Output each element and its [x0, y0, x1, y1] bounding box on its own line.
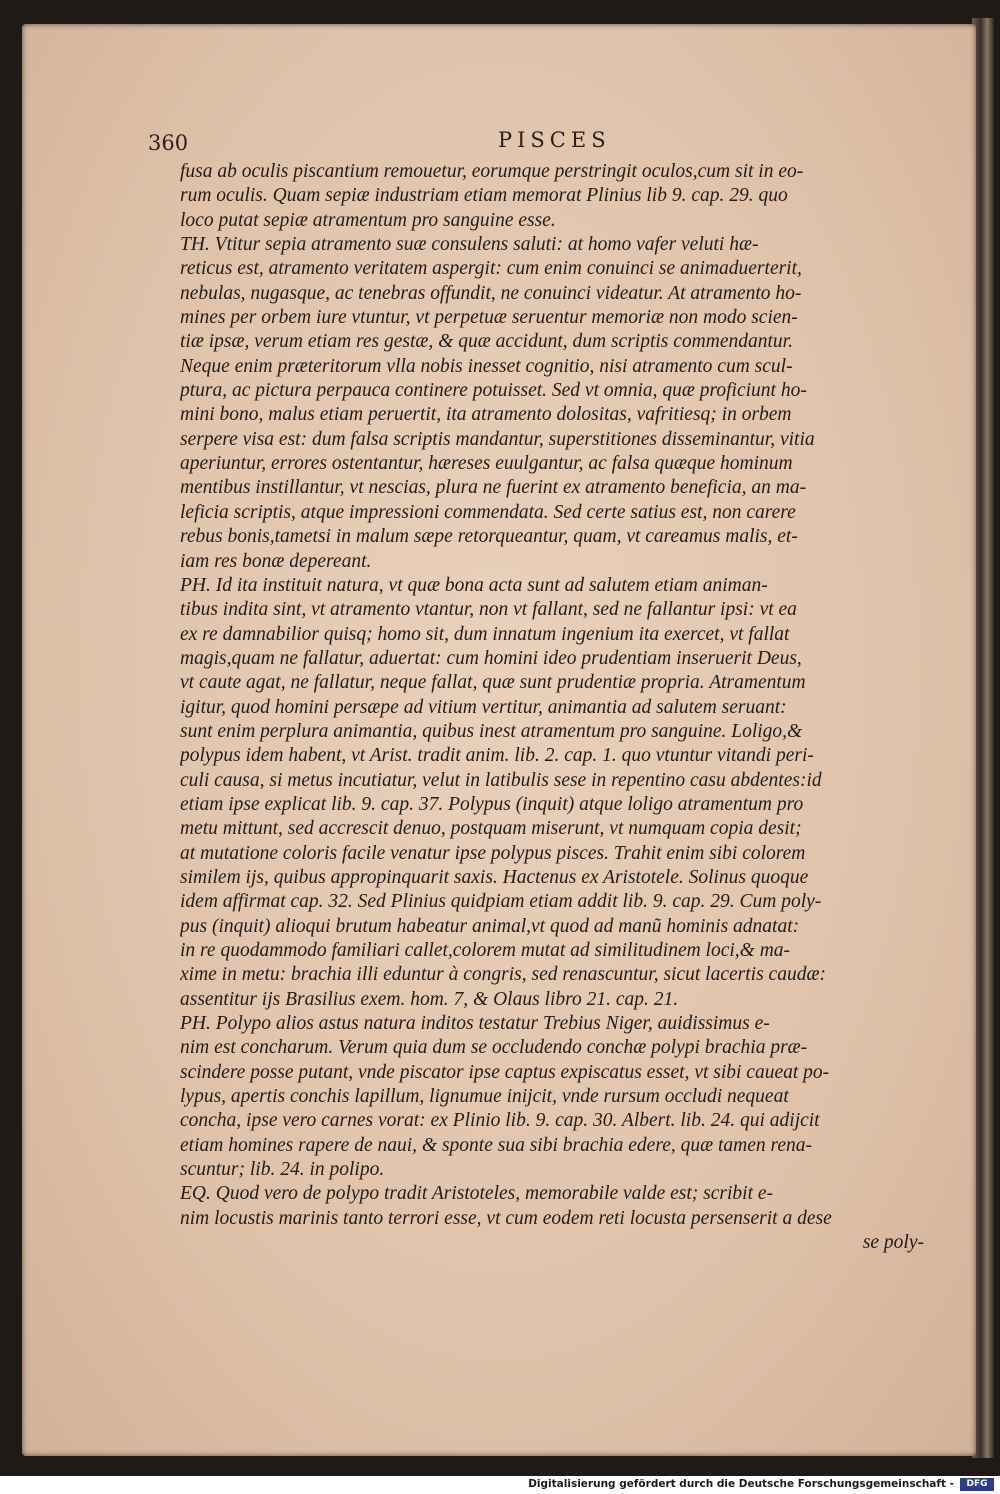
- text-line: PH. Id ita instituit natura, vt quæ bona acta sunt ad salutem etiam animan-: [180, 574, 768, 596]
- text-line: sunt enim perplura animantia, quibus inest atramentum pro sanguine. Loligo,&: [180, 720, 803, 742]
- text-line: idem affirmat cap. 32. Sed Plinius quidpiam etiam addit lib. 9. cap. 29. Cum poly-: [180, 891, 822, 913]
- text-line: ex re damnabilior quisq; homo sit, dum innatum ingenium ita exercet, vt fallat: [180, 623, 790, 645]
- text-line: etiam homines rapere de naui, & sponte sua sibi brachia edere, quæ tamen rena-: [180, 1134, 813, 1156]
- text-line: se poly-: [862, 1232, 924, 1254]
- text-line: in re quodammodo familiari callet,colorem mutat ad similitudinem loci,& ma-: [180, 940, 791, 961]
- text-line: iam res bonæ depereant.: [180, 550, 372, 572]
- text-line: similem ijs, quibus appropinquarit saxis. Hactenus ex Aristotele. Solinus quoque: [180, 866, 809, 888]
- text-line: at mutatione coloris facile venatur ipse polypus pisces. Trahit enim sibi colorem: [180, 842, 806, 864]
- text-line: nim est concharum. Verum quia dum se occludendo conchæ polypi brachia præ-: [180, 1037, 808, 1059]
- text-line: metu mittunt, sed accrescit denuo, postquam miserunt, vt numquam copia desit;: [180, 818, 802, 840]
- page-number: 360: [148, 131, 189, 155]
- text-line: tibus indita sint, vt atramento vtantur, non vt fallant, sed ne fallantur ipsi: vt ea: [180, 599, 797, 621]
- text-line: Neque enim præteritorum vlla nobis inesset cognitio, nisi atramento cum scul-: [180, 355, 793, 377]
- text-line: rebus bonis,tametsi in malum sæpe retorqueantur, quam, vt careamus malis, et-: [180, 526, 798, 548]
- text-line: mini bono, malus etiam peruertit, ita atramento dolositas, vafritiesq; in orbem: [180, 404, 792, 426]
- text-line: aperiuntur, errores ostentantur, hæreses euulgantur, ac falsa quæque hominum: [180, 453, 793, 475]
- text-line: loco putat sepiæ atramentum pro sanguine esse.: [180, 209, 556, 231]
- text-line: igitur, quod homini persæpe ad vitium vertitur, animantia ad salutem seruant:: [180, 696, 787, 718]
- text-line: mines per orbem iure vtuntur, vt perpetuæ seruentur memoriæ non modo scien-: [180, 307, 798, 329]
- text-line: pus (inquit) alioqui brutum habeatur animal,vt quod ad manũ hominis adnatat:: [180, 915, 800, 937]
- funding-note: Digitalisierung gefördert durch die Deutsche Forschungsgemeinschaft -: [528, 1478, 954, 1490]
- text-line: culi causa, si metus incutiatur, velut in latibulis sese in repentino casu abdentes:id: [180, 769, 822, 791]
- text-line: TH. Vtitur sepia atramento suæ consulens saluti: at homo vafer veluti hæ-: [180, 234, 759, 256]
- running-head: PISCES: [498, 128, 611, 152]
- text-line: scuntur; lib. 24. in polipo.: [180, 1159, 385, 1181]
- text-line: mentibus instillantur, vt nescias, plura ne fuerint ex atramento beneficia, an ma-: [180, 477, 807, 499]
- text-line: lypus, apertis conchis lapillum, lignumue inijcit, vnde rursum occludi nequeat: [180, 1086, 789, 1108]
- text-line: ptura, ac pictura perpauca continere potuisset. Sed vt omnia, quæ proficiunt ho-: [180, 380, 807, 402]
- text-line: EQ. Quod vero de polypo tradit Aristoteles, memorabile valde est; scribit e-: [180, 1183, 774, 1205]
- text-line: concha, ipse vero carnes vorat: ex Plinio lib. 9. cap. 30. Albert. lib. 24. qui adijcit: [180, 1110, 820, 1132]
- body-text: [180, 160, 960, 1255]
- text-line: reticus est, atramento veritatem aspergit: cum enim conuinci se animaduerterit,: [180, 258, 802, 280]
- text-line: etiam ipse explicat lib. 9. cap. 37. Polypus (inquit) atque loligo atramentum pro: [180, 793, 804, 815]
- text-line: nebulas, nugasque, ac tenebras offundit, ne conuinci videatur. At atramento ho-: [180, 282, 802, 304]
- text-line: xime in metu: brachia illi eduntur à congris, sed renascuntur, sicut lacertis caudæ:: [180, 964, 826, 986]
- text-line: scindere posse putant, vnde piscator ipse captus expiscatus esset, vt sibi caueat po-: [180, 1061, 830, 1083]
- text-line: leficia scriptis, atque impressioni commendata. Sed certe satius est, non carere: [180, 501, 796, 523]
- text-line: rum oculis. Quam sepiæ industriam etiam memorat Plinius lib 9. cap. 29. quo: [180, 185, 788, 207]
- text-line: nim locustis marinis tanto terrori esse, vt cum eodem reti locusta persenserit a dese: [180, 1207, 832, 1229]
- text-line: polypus idem habent, vt Arist. tradit anim. lib. 2. cap. 1. quo vtuntur vitandi peri-: [180, 745, 814, 767]
- text-line: PH. Polypo alios astus natura inditos testatur Trebius Niger, auidissimus e-: [180, 1013, 770, 1035]
- text-line: assentitur ijs Brasilius exem. hom. 7, & Olaus libro 21. cap. 21.: [180, 988, 679, 1010]
- dfg-logo: DFG: [960, 1478, 994, 1491]
- text-line: vt caute agat, ne fallatur, neque fallat, quæ sunt prudentiæ propria. Atramentum: [180, 672, 806, 694]
- text-line: tiæ ipsæ, verum etiam res gestæ, & quæ accidunt, dum scriptis commendantur.: [180, 331, 793, 353]
- text-line: serpere visa est: dum falsa scriptis mandantur, superstitiones disseminantur, vitia: [180, 428, 815, 450]
- text-line: magis,quam ne fallatur, aduertat: cum homini ideo prudentiam inseruerit Deus,: [180, 647, 802, 669]
- text-line: fusa ab oculis piscantium remouetur, eorumque perstringit oculos,cum sit in eo-: [180, 161, 804, 182]
